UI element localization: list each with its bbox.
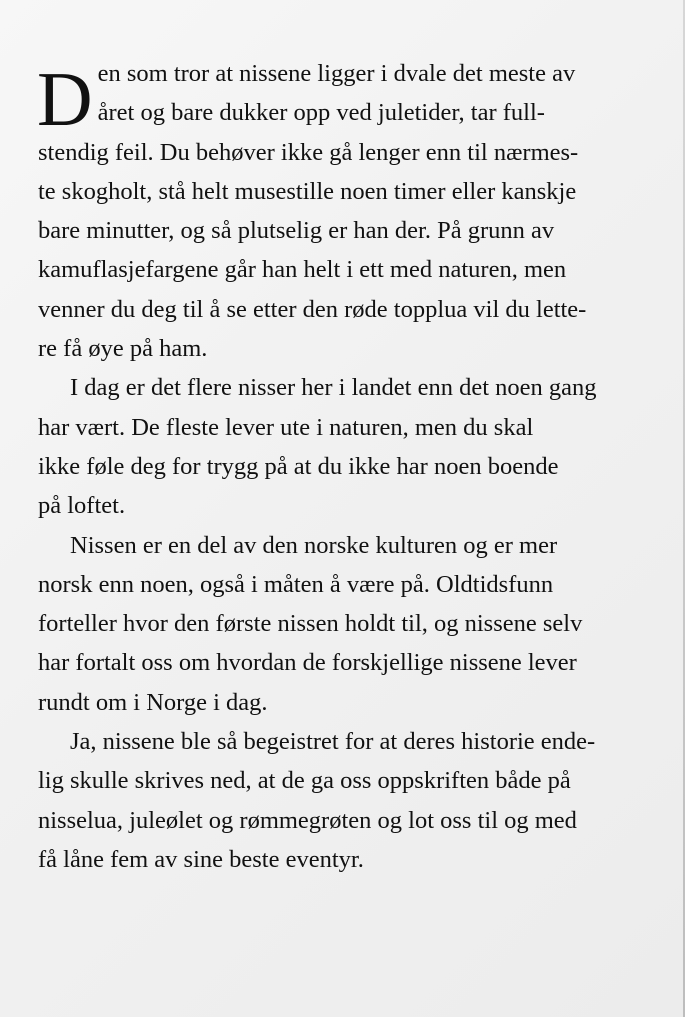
drop-cap: D bbox=[37, 56, 93, 142]
text-line: få låne fem av sine beste eventyr. bbox=[38, 845, 364, 873]
text-line: stendig feil. Du behøver ikke gå lenger enn til nærmes- bbox=[38, 138, 579, 166]
text-line: en som tror at nissene ligger i dvale det meste av bbox=[97, 60, 576, 87]
paragraph-1 bbox=[38, 54, 677, 368]
paragraph-4 bbox=[38, 722, 677, 879]
text-line: ikke føle deg for trygg på at du ikke har noen boende bbox=[38, 452, 559, 480]
text-line: Ja, nissene ble så begeistret for at deres historie ende- bbox=[70, 728, 596, 756]
text-line: nisselua, juleølet og rømmegrøten og lot oss til og med bbox=[38, 806, 577, 834]
text-line: venner du deg til å se etter den røde topplua vil du lette- bbox=[38, 295, 587, 323]
text-line: te skogholt, stå helt musestille noen timer eller kanskje bbox=[38, 177, 577, 205]
text-line: kamuflasjefargene går han helt i ett med naturen, men bbox=[38, 256, 567, 284]
text-line: I dag er det flere nisser her i landet enn det noen gang bbox=[70, 374, 597, 402]
paragraph-3 bbox=[38, 526, 677, 722]
text-line: bare minutter, og så plutselig er han der. På grunn av bbox=[38, 217, 555, 245]
text-line: året og bare dukker opp ved juletider, tar full- bbox=[97, 99, 545, 127]
text-line: rundt om i Norge i dag. bbox=[38, 688, 268, 716]
text-line: norsk enn noen, også i måten å være på. Oldtidsfunn bbox=[38, 570, 554, 598]
text-line: på loftet. bbox=[38, 492, 126, 520]
text-line: har fortalt oss om hvordan de forskjellige nissene lever bbox=[38, 649, 577, 677]
paragraph-2 bbox=[38, 368, 677, 525]
text-line: re få øye på ham. bbox=[38, 335, 208, 363]
text-line: lig skulle skrives ned, at de ga oss oppskriften både på bbox=[38, 767, 571, 795]
text-line: har vært. De fleste lever ute i naturen, men du skal bbox=[38, 413, 534, 441]
text-line: Nissen er en del av den norske kulturen og er mer bbox=[70, 531, 558, 559]
text-line: forteller hvor den første nissen holdt til, og nissene selv bbox=[38, 610, 583, 638]
